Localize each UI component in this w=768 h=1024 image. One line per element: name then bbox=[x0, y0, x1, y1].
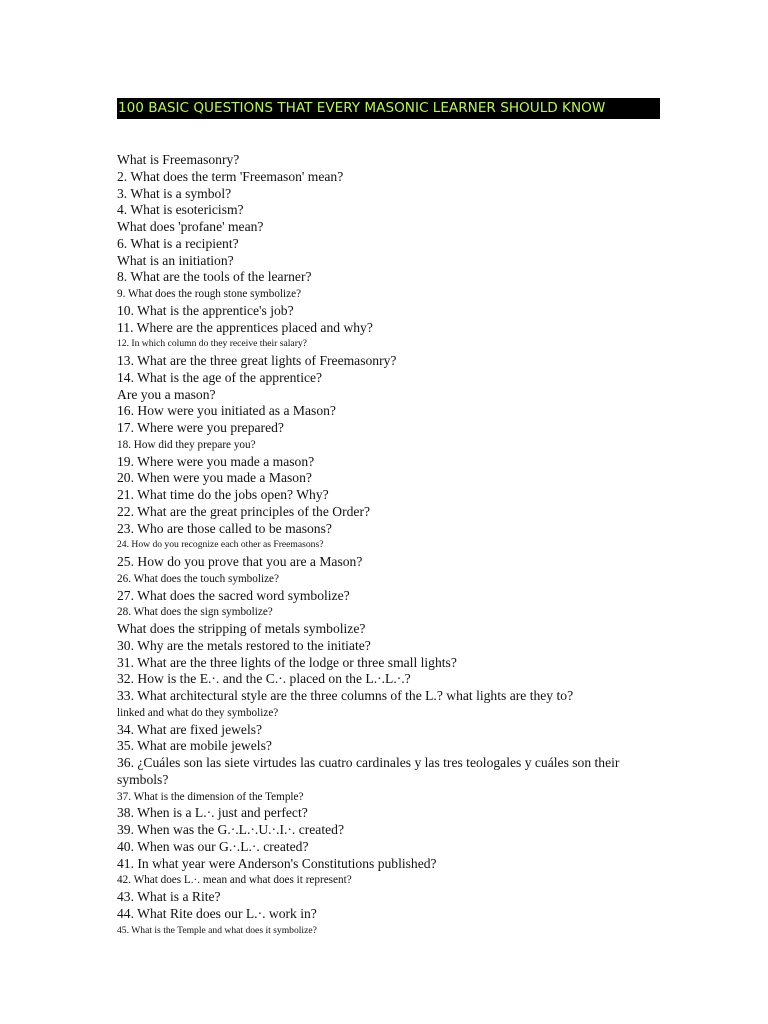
question-item: 4. What is esotericism? bbox=[117, 202, 244, 218]
question-item: 28. What does the sign symbolize? bbox=[117, 606, 273, 619]
question-item: 21. What time do the jobs open? Why? bbox=[117, 487, 329, 502]
question-item: 35. What are mobile jewels? bbox=[117, 738, 272, 754]
question-item: 10. What is the apprentice's job? bbox=[117, 302, 294, 318]
question-item: 36. ¿Cuáles son las siete virtudes las cuatro cardinales y las tres teologales y cuáles son their symbols? bbox=[117, 755, 620, 787]
question-item: 13. What are the three great lights of Freemasonry? bbox=[117, 353, 397, 368]
question-item: linked and what do they symbolize? bbox=[117, 706, 279, 719]
question-item: 2. What does the term 'Freemason' mean? bbox=[117, 168, 344, 184]
question-item: 31. What are the three lights of the lodge or three small lights? bbox=[117, 654, 457, 670]
question-item: What does 'profane' mean? bbox=[117, 219, 264, 234]
question-item: 38. When is a L.·. just and perfect? bbox=[117, 805, 308, 821]
question-item: What does the stripping of metals symbolize? bbox=[117, 621, 366, 636]
question-list bbox=[117, 152, 657, 939]
document-title: 100 BASIC QUESTIONS THAT EVERY MASONIC LEARNER SHOULD KNOW bbox=[117, 98, 660, 119]
question-item: 8. What are the tools of the learner? bbox=[117, 269, 312, 285]
question-item: 43. What is a Rite? bbox=[117, 889, 221, 904]
question-item: 26. What does the touch symbolize? bbox=[117, 572, 279, 585]
question-item: 14. What is the age of the apprentice? bbox=[117, 369, 323, 385]
question-item: 41. In what year were Anderson's Constitutions published? bbox=[117, 855, 437, 871]
question-item: 16. How were you initiated as a Mason? bbox=[117, 403, 336, 419]
question-item: 42. What does L.·. mean and what does it represent? bbox=[117, 874, 352, 887]
question-item: 27. What does the sacred word symbolize? bbox=[117, 587, 350, 603]
question-item: 20. When were you made a Mason? bbox=[117, 470, 312, 486]
question-item: 12. In which column do they receive their salary? bbox=[117, 338, 307, 350]
question-item: 32. How is the E.·. and the C.·. placed on the L.·.L.·.? bbox=[117, 671, 411, 687]
question-item: 17. Where were you prepared? bbox=[117, 420, 284, 435]
question-item: 9. What does the rough stone symbolize? bbox=[117, 288, 302, 300]
question-item: 34. What are fixed jewels? bbox=[117, 721, 263, 737]
question-item: 33. What architectural style are the three columns of the L.? what lights are they to? bbox=[117, 688, 574, 703]
question-item: 6. What is a recipient? bbox=[117, 235, 239, 251]
question-item: 44. What Rite does our L.·. work in? bbox=[117, 905, 317, 921]
question-item: 25. How do you prove that you are a Mason? bbox=[117, 554, 363, 569]
question-item: Are you a mason? bbox=[117, 386, 216, 402]
question-item: 40. When was our G.·.L.·. created? bbox=[117, 838, 309, 854]
question-item: 19. Where were you made a mason? bbox=[117, 453, 315, 469]
question-item: 39. When was the G.·.L.·.U.·.I.·. created? bbox=[117, 822, 344, 837]
question-item: 45. What is the Temple and what does it symbolize? bbox=[117, 924, 317, 936]
question-item: 30. Why are the metals restored to the initiate? bbox=[117, 637, 371, 653]
question-item: 18. How did they prepare you? bbox=[117, 438, 256, 451]
question-item: 24. How do you recognize each other as Freemasons? bbox=[117, 539, 324, 551]
question-item: What is Freemasonry? bbox=[117, 152, 240, 167]
question-item: 22. What are the great principles of the Order? bbox=[117, 503, 371, 519]
question-item: 23. Who are those called to be masons? bbox=[117, 520, 332, 536]
question-item: 37. What is the dimension of the Temple? bbox=[117, 790, 304, 803]
question-item: 11. Where are the apprentices placed and why? bbox=[117, 319, 373, 335]
question-item: 3. What is a symbol? bbox=[117, 185, 232, 201]
question-item: What is an initiation? bbox=[117, 252, 234, 268]
